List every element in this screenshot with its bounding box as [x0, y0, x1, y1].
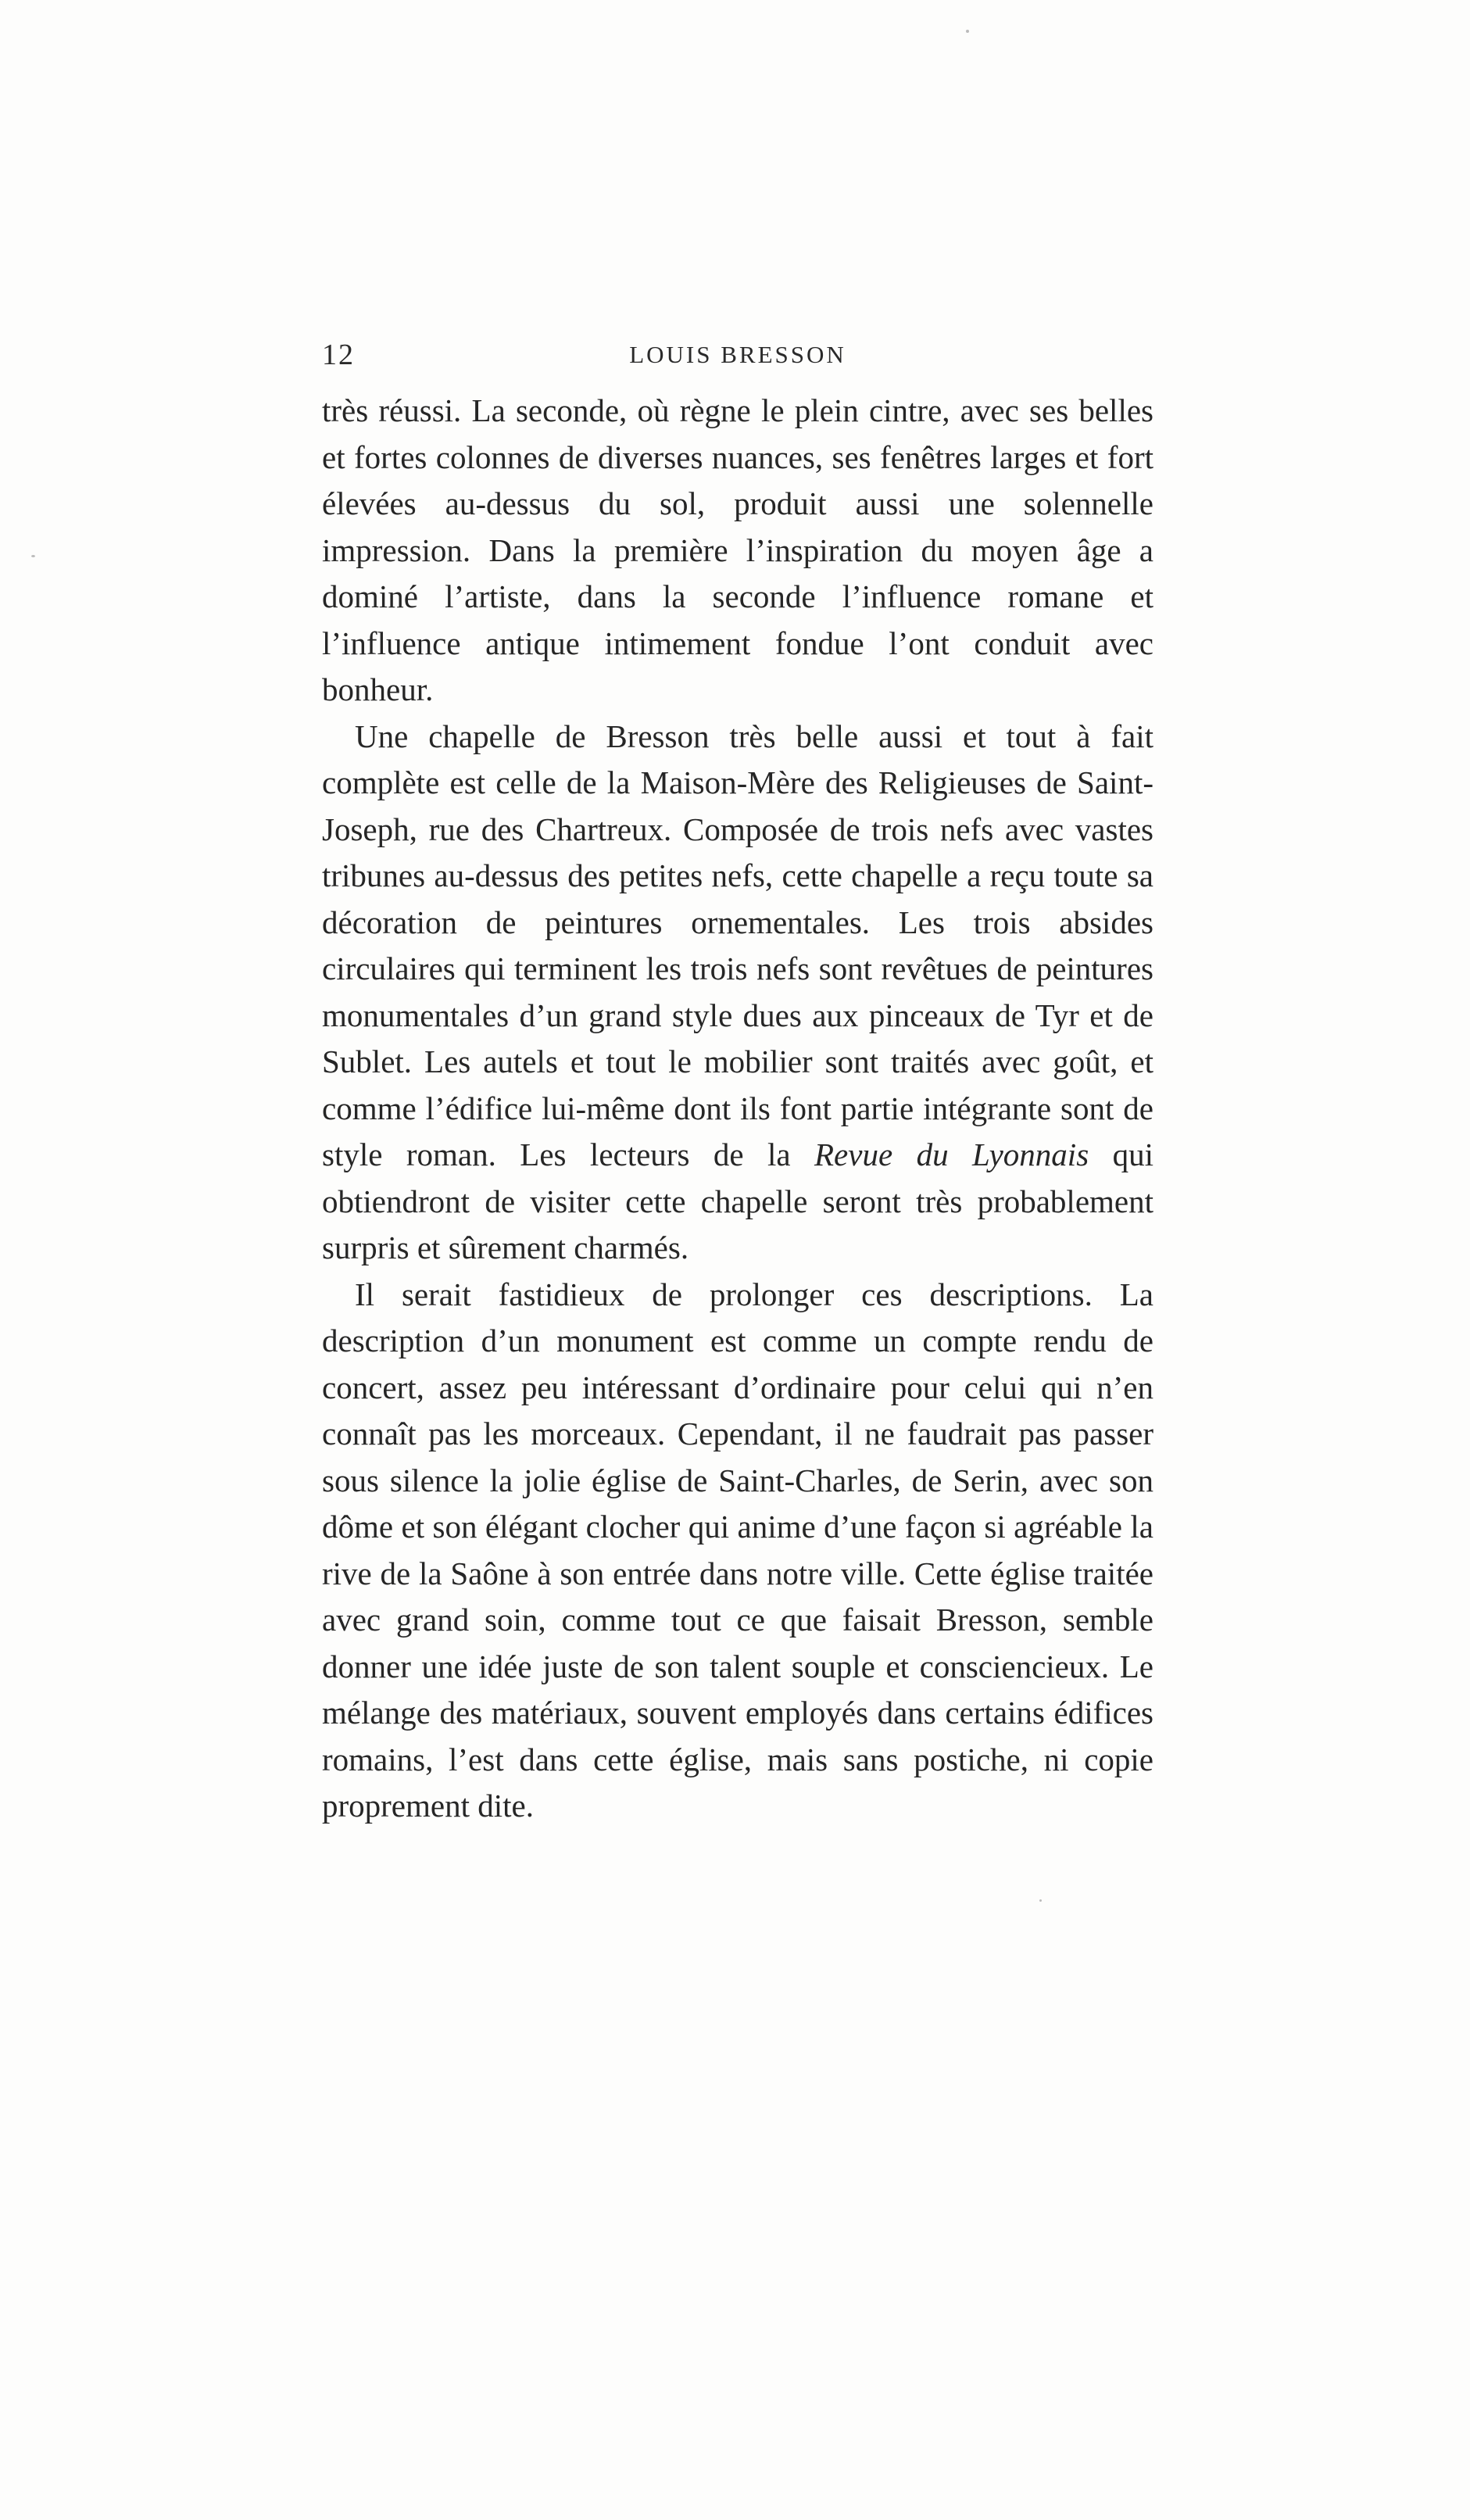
page-header [322, 338, 1153, 385]
scan-speck [31, 555, 35, 557]
paragraph-2-text-before: Une chapelle de Bresson très belle aussi et tout à fait complète est celle de la Maison-Mère des Religieuses de Saint-Joseph, rue des Chartreux. Composée de trois nefs avec vastes tribunes au-dessus des petites nefs, cette chapelle a reçu toute sa décoration de peintures ornementales. Les trois absides circulaires qui terminent les trois nefs sont revêtues de peintures monumentales d’un grand style dues aux pinceaux de Tyr et de Sublet. Les autels et tout le mobilier sont traités avec goût, et comme l’édifice lui-même dont ils font partie intégrante sont de style roman. Les lecteurs de la [322, 718, 1153, 1172]
page-number: 12 [322, 338, 355, 371]
running-title: LOUIS BRESSON [629, 341, 846, 368]
paragraph-2-text-after: qui obtiendront de visiter cette chapelle seront très probablement surpris et sûrement charmés. [322, 1137, 1153, 1265]
scan-speck [966, 30, 969, 33]
scan-speck [1039, 1899, 1042, 1902]
paragraph-2 [322, 714, 1153, 1272]
journal-title: Revue du Lyonnais [814, 1137, 1089, 1172]
paragraph-1: très réussi. La seconde, où règne le plein cintre, avec ses belles et fortes colonnes de diverses nuances, ses fenêtres larges et fort élevées au-dessus du sol, produit aussi une solennelle impression. Dans la première l’inspiration du moyen âge a dominé l’artiste, dans la seconde l’influence romane et l’influence antique intimement fondue l’ont conduit avec bonheur. [322, 392, 1153, 707]
body-text [322, 388, 1153, 1830]
paragraph-3: Il serait fastidieux de prolonger ces descriptions. La description d’un monument est comme un compte rendu de concert, assez peu intéressant d’ordinaire pour celui qui n’en connaît pas les morceaux. Cependant, il ne faudrait pas passer sous silence la jolie église de Saint-Charles, de Serin, avec son dôme et son élégant clocher qui anime d’une façon si agréable la rive de la Saône à son entrée dans notre ville. Cette église traitée avec grand soin, comme tout ce que faisait Bresson, semble donner une idée juste de son talent souple et consciencieux. Le mélange des matériaux, souvent employés dans certains édifices romains, l’est dans cette église, mais sans postiche, ni copie proprement dite. [322, 1276, 1153, 1824]
